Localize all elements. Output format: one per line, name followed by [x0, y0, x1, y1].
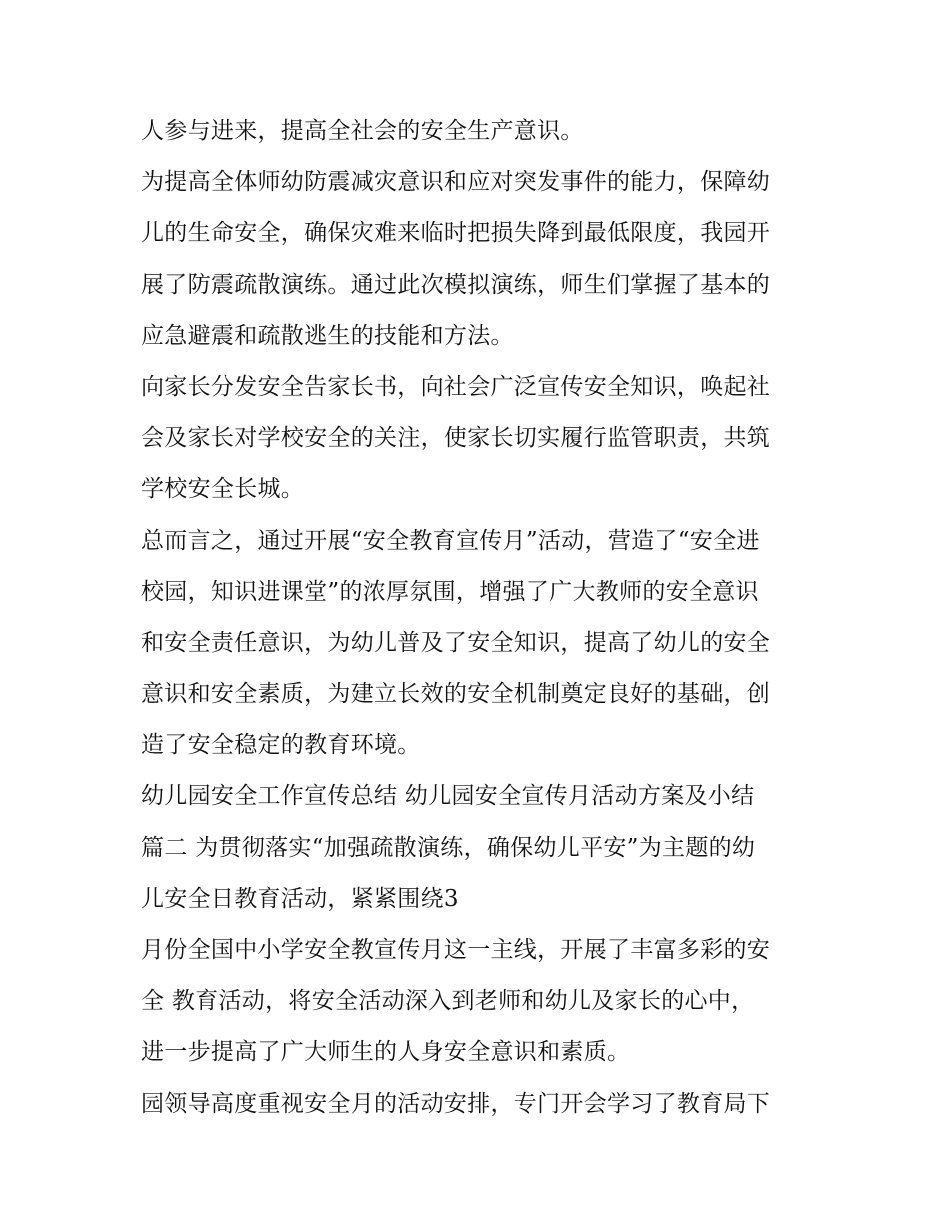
text-line: 会及家长对学校安全的关注，使家长切实履行监管职责，共筑	[141, 425, 771, 452]
text-line: 向家长分发安全告家长书，向社会广泛宣传安全知识，唤起社	[141, 373, 771, 400]
text-line: 人参与进来，提高全社会的安全生产意识。	[141, 118, 584, 144]
text-line: 和安全责任意识，为幼儿普及了安全知识，提高了幼儿的安全	[141, 629, 771, 656]
text-line: 全 教育活动，将安全活动深入到老师和幼儿及家长的心中，	[141, 988, 755, 1015]
text-line: 学校安全长城。	[141, 476, 305, 503]
text-line: 展了防震疏散演练。通过此次模拟演练，师生们掌握了基本的	[141, 271, 771, 298]
text-line: 儿安全日教育活动，紧紧围绕3	[141, 885, 459, 912]
text-line: 为提高全体师幼防震减灾意识和应对突发事件的能力，保障幼	[141, 169, 771, 196]
text-line: 园领导高度重视安全月的活动安排，专门开会学习了教育局下	[141, 1090, 771, 1117]
text-line: 意识和安全素质，为建立长效的安全机制奠定良好的基础，创	[141, 681, 771, 708]
text-line: 幼儿园安全工作宣传总结 幼儿园安全宣传月活动方案及小结	[141, 783, 755, 810]
text-line: 进一步提高了广大师生的人身安全意识和素质。	[141, 1039, 631, 1066]
text-line: 总而言之，通过开展“安全教育宣传月”活动，营造了“安全进	[141, 527, 760, 554]
text-line: 校园，知识进课堂”的浓厚氛围，增强了广大教师的安全意识	[141, 578, 759, 605]
text-line: 月份全国中小学安全教宣传月这一主线，开展了丰富多彩的安	[141, 937, 771, 963]
text-line: 应急避震和疏散逃生的技能和方法。	[141, 322, 514, 349]
text-line: 造了安全稳定的教育环境。	[141, 732, 421, 759]
text-line: 篇二 为贯彻落实“加强疏散演练，确保幼儿平安”为主题的幼	[141, 834, 756, 861]
text-line: 儿的生命安全，确保灾难来临时把损失降到最低限度，我园开	[141, 220, 771, 247]
body-text	[141, 106, 821, 1130]
